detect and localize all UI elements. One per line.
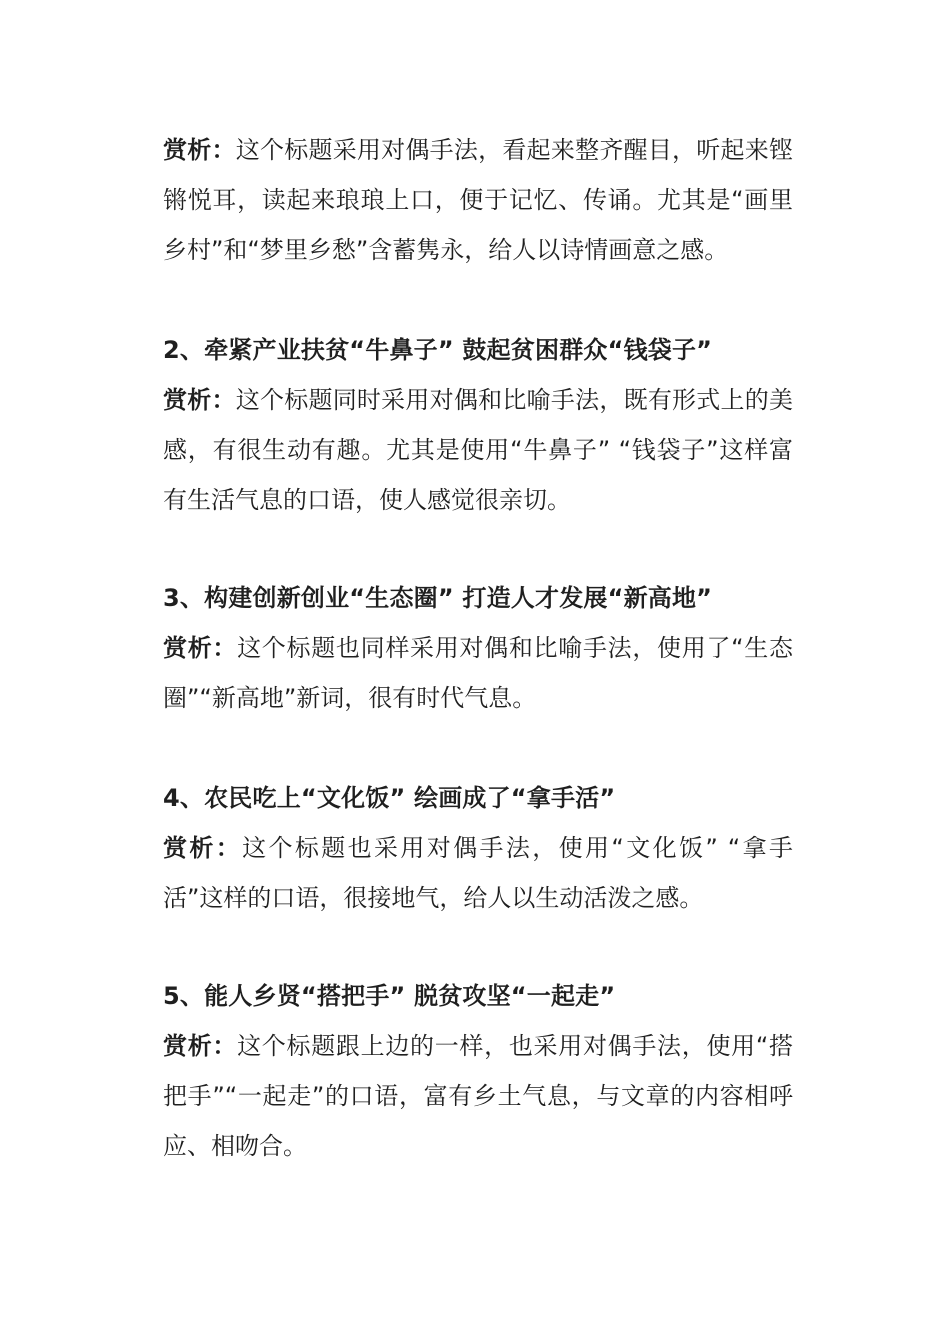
analysis-label: 赏析： (163, 386, 236, 414)
analysis-label: 赏析： (163, 834, 243, 862)
analysis-text: 这个标题同时采用对偶和比喻手法，既有形式上的美感，有很生动有趣。尤其是使用“牛鼻子” “钱袋子”这样富有生活气息的口语，使人感觉很亲切。 (163, 386, 794, 514)
analysis-block-1 (163, 125, 793, 275)
headline-title: 5、能人乡贤“搭把手” 脱贫攻坚“一起走” (163, 982, 616, 1010)
analysis-paragraph (163, 375, 793, 525)
analysis-text: 这个标题跟上边的一样，也采用对偶手法，使用“搭把手”“一起走”的口语，富有乡土气息，与文章的内容相呼应、相吻合。 (163, 1032, 793, 1160)
headline-block-3 (163, 573, 793, 723)
headline-block-2 (163, 325, 793, 525)
analysis-label: 赏析： (163, 1032, 238, 1060)
analysis-text: 这个标题也同样采用对偶和比喻手法，使用了“生态圈”“新高地”新词，很有时代气息。 (163, 634, 793, 712)
headline-block-4 (163, 773, 793, 923)
headline-title: 3、构建创新创业“生态圈” 打造人才发展“新高地” (163, 584, 713, 612)
headline-title: 4、农民吃上“文化饭” 绘画成了“拿手活” (163, 784, 616, 812)
analysis-paragraph (163, 823, 793, 923)
headline-block-5 (163, 971, 793, 1171)
analysis-text: 这个标题也采用对偶手法，使用“文化饭” “拿手活”这样的口语，很接地气，给人以生动活泼之感。 (163, 834, 793, 912)
analysis-label: 赏析： (163, 634, 238, 662)
headline-title: 2、牵紧产业扶贫“牛鼻子” 鼓起贫困群众“钱袋子” (163, 336, 713, 364)
analysis-paragraph (163, 1021, 793, 1171)
analysis-text: 这个标题采用对偶手法，看起来整齐醒目，听起来铿锵悦耳，读起来琅琅上口，便于记忆、传诵。尤其是“画里乡村”和“梦里乡愁”含蓄隽永，给人以诗情画意之感。 (163, 136, 794, 264)
analysis-paragraph (163, 623, 793, 723)
analysis-label: 赏析： (163, 136, 236, 164)
analysis-paragraph (163, 125, 793, 275)
